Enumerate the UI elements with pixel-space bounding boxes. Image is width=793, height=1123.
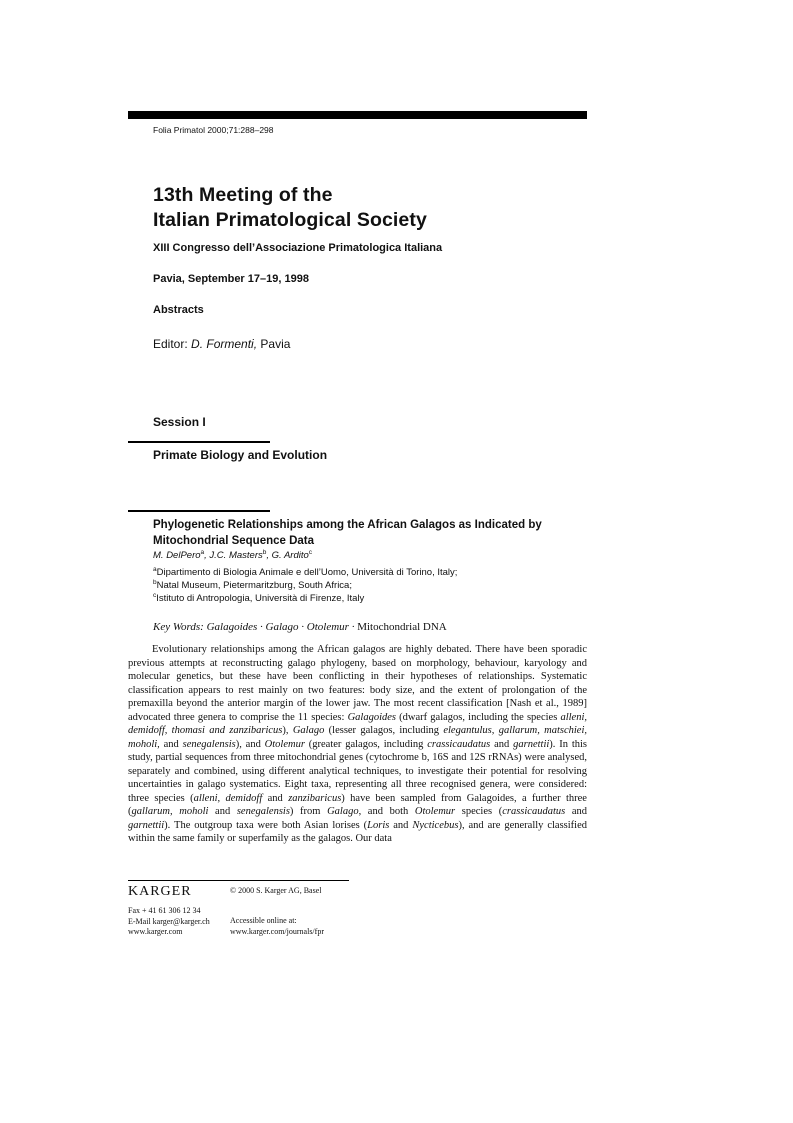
affiliation: $^b$Natal Museum, Pietermaritzburg, South Africa; [153, 579, 352, 591]
affiliation: $^a$Dipartimento di Biologia Animale e dell’Uomo, Università di Torino, Italy; [153, 566, 458, 578]
keywords-label: Key Words: [153, 621, 204, 633]
online-label: Accessible online at: [230, 916, 297, 925]
section-label: Abstracts [153, 304, 204, 316]
editor-name: D. Formenti, [191, 337, 258, 351]
online-url: www.karger.com/journals/fpr [230, 926, 324, 936]
footer-rule [128, 880, 349, 881]
header-rule [128, 111, 587, 119]
meeting-title-line2: Italian Primatological Society [153, 209, 427, 231]
email-address: E-Mail karger@karger.ch [128, 916, 210, 926]
fax-number: Fax + 41 61 306 12 34 [128, 906, 201, 915]
editor-line [153, 337, 290, 351]
abstract-rule [128, 510, 270, 512]
website: www.karger.com [128, 927, 183, 936]
editor-label: Editor: [153, 337, 188, 351]
abstract-body: Evolutionary relationships among the African galagos are highly debated. There have been sporadic previous attempts at reconstructing galago phylogeny, based on morphology, behaviour, karyology and molecular genetics, but these have been conflicting in their hypotheses of relationships. Systematic classification appears to rest mainly on two features: body size, and the extent of prolongation of the premaxilla beyond the anterior margin of the lower jaw. The most recent classification [Nash et al., 1989] advocated three genera to comprise the 11 species: Galagoides (dwarf galagos, including the species alleni, demidoff, thomasi and zanzibaricus), Galago (lesser galagos, including elegantulus, gallarum, matschiei, moholi, and senegalensis), and Otolemur (greater galagos, including crassicaudatus and garnettii). In this study, partial sequences from three mitochondrial genes (cytochrome b, 16S and 12S rRNAs) were analysed, separately and combined, using different analytical techniques, to investigate their potential for resolving uncertainties in galago systematics. Eight taxa, representing all three recognised genera, were considered: three species (alleni, demidoff and zanzibaricus) have been sampled from Galagoides, a further three (gallarum, moholi and senegalensis) from Galago, and both Otolemur species (crassicaudatus and garnettii). The outgroup taxa were both Asian lorises (Loris and Nycticebus), and are generally classified within the same family or superfamily as the galagos. Our data [128, 644, 588, 844]
journal-reference: Folia Primatol 2000;71:288–298 [153, 125, 274, 135]
meeting-venue: Pavia, September 17–19, 1998 [153, 273, 309, 285]
session-label: Session I [153, 415, 206, 429]
editor-city: Pavia [260, 337, 291, 351]
author: G. Ardito$^c$ [271, 549, 313, 561]
meeting-title [153, 183, 427, 233]
session-rule [128, 441, 270, 443]
author-list [153, 550, 312, 561]
affiliation: $^c$Istituto di Antropologia, Università di Firenze, Italy [153, 592, 365, 604]
author: J.C. Masters$^b$, [209, 549, 272, 561]
keywords-taxa: Galagoides · Galago · Otolemur · [206, 621, 355, 633]
online-access [230, 916, 324, 937]
keywords [153, 621, 447, 633]
session-title: Primate Biology and Evolution [153, 448, 328, 462]
congress-subtitle: XIII Congresso dell’Associazione Primatologica Italiana [153, 242, 443, 254]
publisher-logo: KARGER [128, 884, 192, 899]
abstract-title: Phylogenetic Relationships among the African Galagos as Indicated by Mitochondrial Sequence Data [153, 519, 542, 547]
meeting-title-line1: 13th Meeting of the [153, 184, 333, 206]
keywords-plain: Mitochondrial DNA [357, 621, 447, 633]
copyright-notice: © 2000 S. Karger AG, Basel [230, 886, 322, 895]
author: M. DelPero$^a$, [153, 549, 210, 561]
publisher-contact [128, 906, 210, 938]
